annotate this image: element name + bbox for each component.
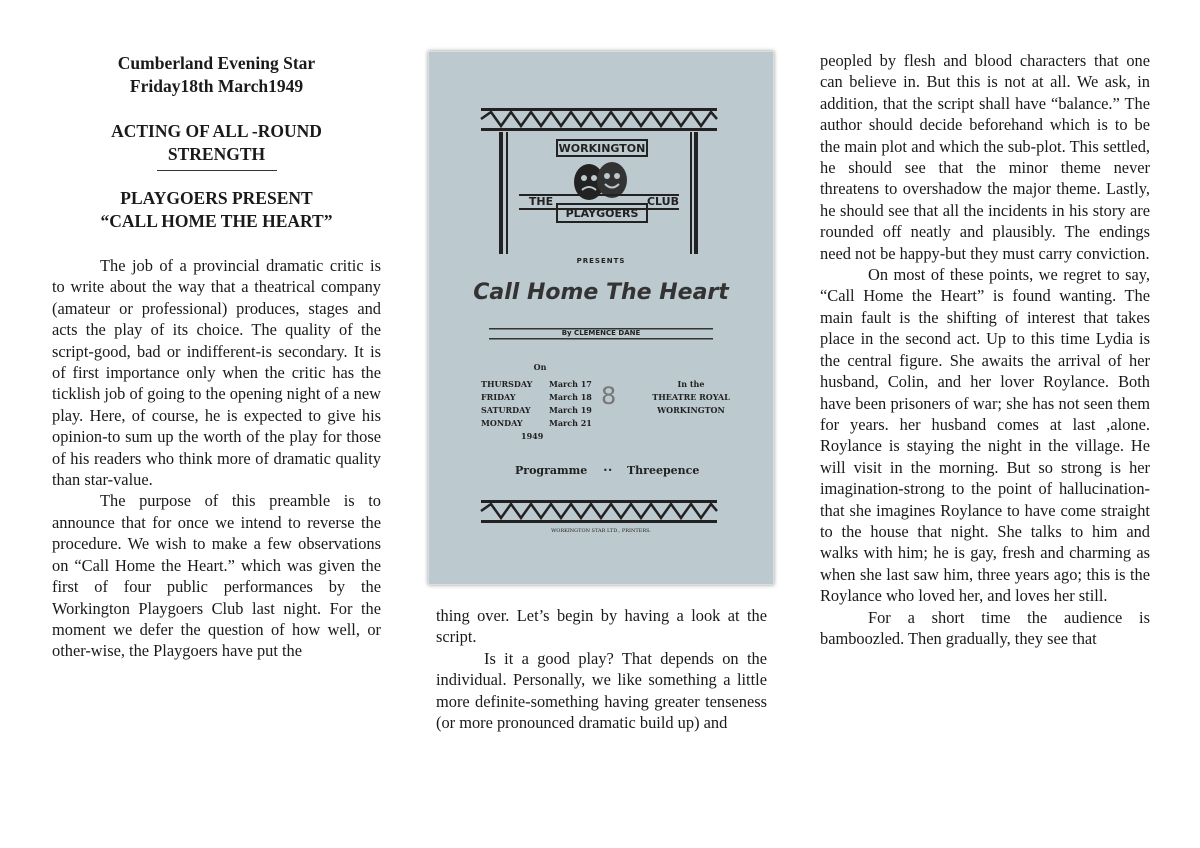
paragraph: thing over. Let’s begin by having a look at the script.	[436, 606, 767, 647]
paragraph: For a short time the audience is bamboozled. Then gradually, they see that	[820, 607, 1150, 648]
programme-date-row: SATURDAY March 19	[481, 405, 592, 415]
programme-club-the: THE	[528, 195, 554, 208]
programme-handwritten-number: 8	[601, 382, 617, 410]
headline-line-1: ACTING OF ALL -ROUND	[111, 121, 322, 141]
article-column-1	[52, 52, 381, 662]
programme-club-club: CLUB	[646, 195, 679, 208]
programme-venue-in: In the	[677, 379, 705, 389]
programme-on: On	[533, 362, 547, 372]
paragraph: Is it a good play? That depends on the individual. Personally, we like something a little more definite-something having greater tenseness (or more pronounced dramatic build up) and	[436, 648, 767, 733]
programme-dates	[481, 378, 611, 443]
programme-author: By CLEMENCE DANE	[561, 329, 641, 337]
headline-divider	[157, 170, 277, 187]
programme-price: Threepence	[627, 464, 700, 477]
article-column-2	[436, 605, 767, 733]
programme-printer: WORKINGTON STAR LTD., PRINTERS.	[551, 528, 651, 534]
programme-separator: ••	[603, 466, 613, 475]
programme-date-row: THURSDAY March 17	[481, 379, 592, 389]
paragraph: The job of a provincial dramatic critic is to write about the way that a theatrical company (amateur or professional) produces, stages and acts the play of its choice. The quality of the script-good, bad or indifferent-is secondary. It is of first importance only when the critic has the ticklish job of going to the opening night of a new play. Here, of course, he is expected to give his opinion-to sum up the worth of the play for those of his readers who think more of dramatic quality than star-value.	[52, 256, 381, 490]
programme-border-graphic	[429, 52, 773, 584]
programme-year: 1949	[521, 431, 544, 441]
programme-play-title: Call Home The Heart	[473, 280, 729, 305]
programme-venue	[641, 378, 741, 417]
programme-cover	[428, 51, 774, 585]
programme-venue-name: THEATRE ROYAL	[652, 392, 730, 402]
paragraph: peopled by flesh and blood characters that one can believe in. But this is not at all. We ask, in addition, that the script shall have “balance.” The author should decide beforehand which is to be the main plot and which the sub-plot. This settled, he should see that the minor theme never threatens to overshadow the major theme. Lastly, he should see that all the incidents in his story are rounded off neatly and plausibly. The endings need not be happy-but they must carry conviction.	[820, 51, 1150, 263]
publication-date: Friday18th March1949	[129, 76, 304, 96]
subheadline-line-2: “CALL HOME THE HEART”	[100, 211, 333, 231]
paragraph: The purpose of this preamble is to announce that for once we intend to reverse the procedure. We wish to make a few observations on “Call Home the Heart.” which was given the first of four public performances by the Workington Playgoers Club last night. For the moment we defer the question of how well, or other-wise, the Playgoers have put the	[52, 491, 381, 661]
programme-date-row: FRIDAY March 18	[481, 392, 592, 402]
paragraph: On most of these points, we regret to say, “Call Home the Heart” is found wanting. The main fault is the shifting of interest that takes place in the second act. Up to this time Lydia is the central figure. She awaits the arrival of her husband, Colin, and her lover Roylance. Both have been prisoners of war; she has not seen them for years. her husband comes at last ,alone. Roylance is staying the night in the village. He will visit in the morning. But so strong is her imagination-strong to the point of hallucination-that she imagines Roylance to have come straight to the house that night. She talks to him and walks with him; he is gay, fresh and charming as when she last saw him, three years ago; this is the Roylance who loved her, and loves her still.	[820, 265, 1150, 606]
headline-line-2: STRENGTH	[167, 144, 266, 164]
programme-presents: PRESENTS	[576, 257, 626, 265]
article-column-3	[820, 50, 1150, 649]
programme-date-row: MONDAY March 21	[481, 418, 592, 428]
programme-label: Programme	[515, 464, 588, 477]
programme-venue-town: WORKINGTON	[657, 405, 725, 415]
newspaper-name: Cumberland Evening Star	[117, 53, 316, 73]
subheadline-line-1: PLAYGOERS PRESENT	[120, 188, 313, 208]
programme-club-name: PLAYGOERS	[565, 207, 639, 220]
programme-club-workington: WORKINGTON	[558, 142, 646, 155]
